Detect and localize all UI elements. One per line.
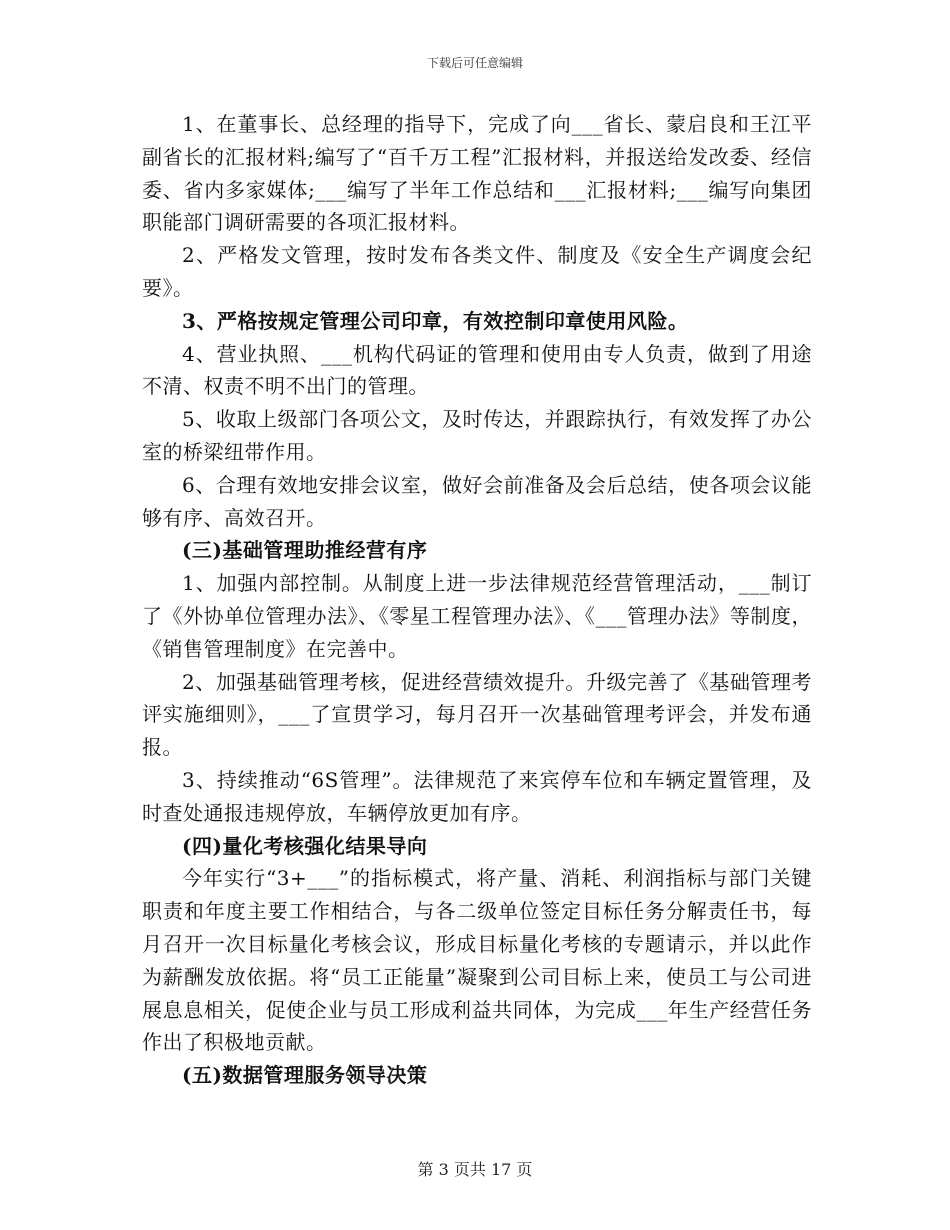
paragraph-indicator-model: 今年实行“3+___”的指标模式，将产量、消耗、利润指标与部门关键职责和年度主要工作相结合，与各二级单位签定目标任务分解责任书，每月召开一次目标量化考核会议，形成目标量化考核的专题请示，并以此作为薪酬发放依据。将“员工正能量”凝聚到公司目标上来，使员工与公司进展息息相关，促使企业与员工形成利益共同体，为完成___年生产经营任务作出了积极地贡献。 bbox=[142, 866, 812, 1055]
paragraph-internal-control: 1、加强内部控制。从制度上进一步法律规范经营管理活动，___制订了《外协单位管理办法》、《零星工程管理办法》、《___管理办法》等制度，《销售管理制度》在完善中。 bbox=[142, 571, 812, 661]
section-heading-data-management: (五)数据管理服务领导决策 bbox=[182, 1063, 428, 1088]
paragraph-management-assessment: 2、加强基础管理考核，促进经营绩效提升。升级完善了《基础管理考评实施细则》，___了宣贯学习，每月召开一次基础管理考评会，并发布通报。 bbox=[142, 669, 812, 760]
section-heading-basic-management: (三)基础管理助推经营有序 bbox=[182, 538, 428, 563]
paragraph-official-documents: 5、收取上级部门各项公文，及时传达，并跟踪执行，有效发挥了办公室的桥梁纽带作用。 bbox=[142, 407, 812, 464]
document-body bbox=[142, 108, 812, 1092]
page-footer: 第 3 页共 17 页 bbox=[417, 1160, 533, 1179]
paragraph-report-materials: 1、在董事长、总经理的指导下，完成了向___省长、蒙启良和王江平副省长的汇报材料;编写了“百千万工程”汇报材料，并报送给发改委、经信委、省内多家媒体;___编写了半年工作总结和___汇报材料;___编写向集团职能部门调研需要的各项汇报材料。 bbox=[142, 112, 812, 235]
paragraph-license-management: 4、营业执照、___机构代码证的管理和使用由专人负责，做到了用途不清、权责不明不出门的管理。 bbox=[142, 341, 812, 399]
paragraph-document-management: 2、严格发文管理，按时发布各类文件、制度及《安全生产调度会纪要》。 bbox=[142, 243, 812, 300]
paragraph-6s-management: 3、持续推动“6S管理”。法律规范了来宾停车位和车辆定置管理，及时查处通报违规停放，车辆停放更加有序。 bbox=[142, 767, 812, 825]
page-header: 下载后可任意编辑 bbox=[426, 56, 523, 70]
paragraph-seal-management: 3、严格按规定管理公司印章，有效控制印章使用风险。 bbox=[182, 308, 689, 333]
section-heading-quantitative-assessment: (四)量化考核强化结果导向 bbox=[182, 833, 428, 858]
paragraph-meeting-rooms: 6、合理有效地安排会议室，做好会前准备及会后总结，使各项会议能够有序、高效召开。 bbox=[142, 472, 812, 530]
